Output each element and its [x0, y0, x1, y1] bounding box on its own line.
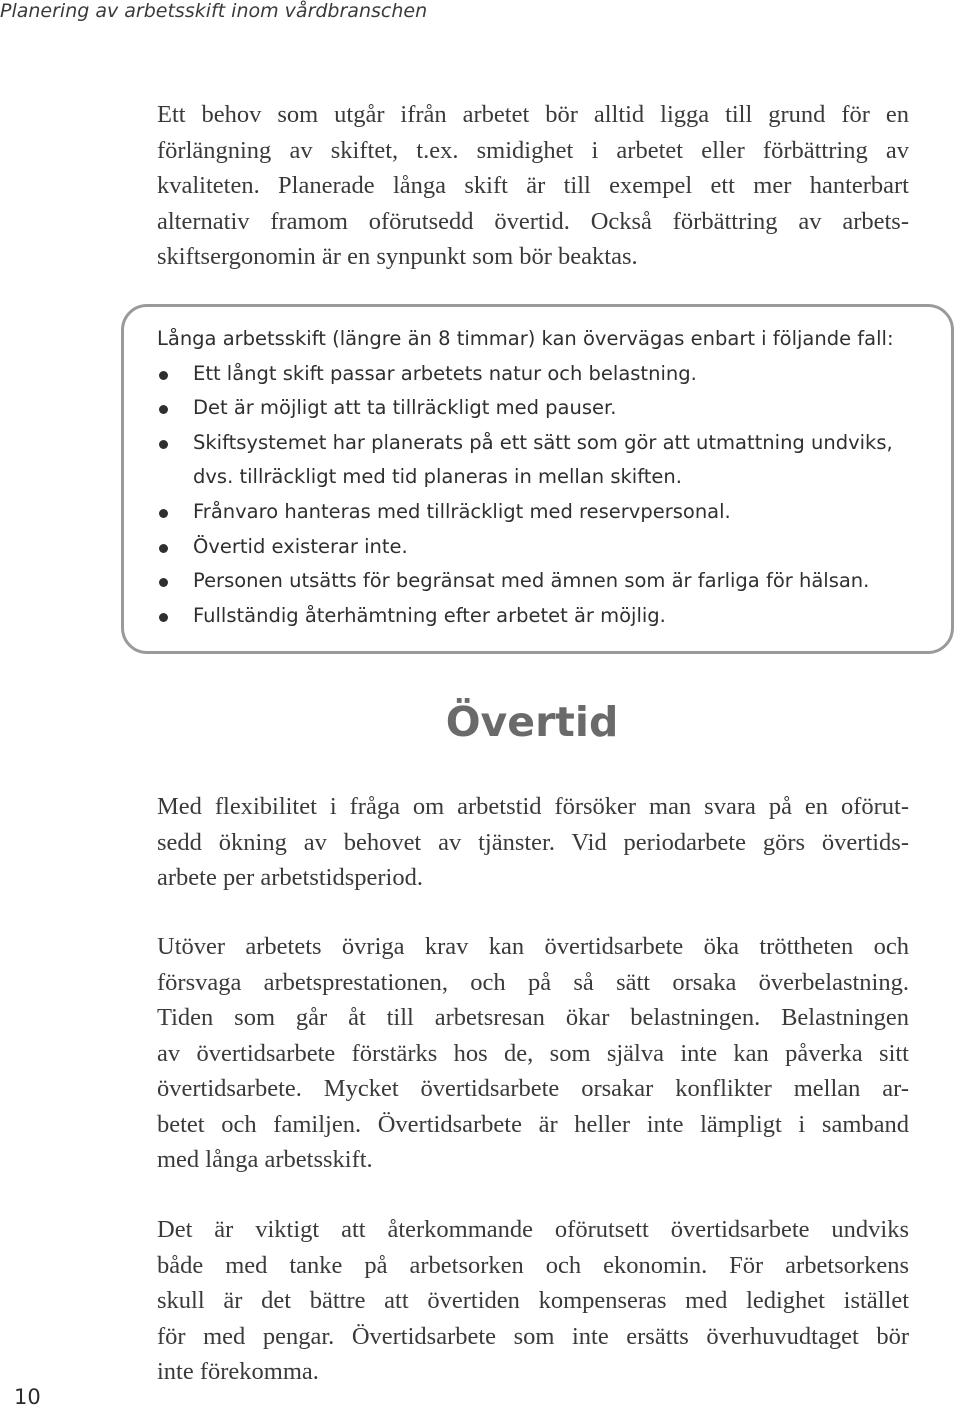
paragraph-line: med långa arbetsskift. [157, 1146, 373, 1173]
section-paragraph-2 [157, 929, 909, 1178]
callout-list-item [157, 599, 894, 634]
paragraph-line: Tiden som går åt till arbetsresan ökar belastningen. Belastningen [157, 1004, 909, 1031]
callout-item-text: Ett långt skift passar arbetets natur och belastning. [193, 361, 697, 385]
callout-content [157, 322, 894, 633]
paragraph-line: skull är det bättre att övertiden kompenseras med ledighet istället [157, 1287, 909, 1314]
callout-item-text: Det är möjligt att ta tillräckligt med pauser. [193, 396, 617, 420]
callout-list-item [157, 495, 894, 530]
callout-list-item [157, 357, 894, 392]
paragraph-line: Det är viktigt att återkommande oförutsett övertidsarbete undviks [157, 1216, 909, 1243]
callout-item-text: Frånvaro hanteras med tillräckligt med reservpersonal. [193, 499, 731, 523]
callout-item-text: Övertid existerar inte. [193, 534, 408, 558]
callout-item-text: dvs. tillräckligt med tid planeras in mellan skiften. [193, 465, 682, 489]
paragraph-line: av övertidsarbete förstärks hos de, som själva inte kan påverka sitt [157, 1039, 909, 1067]
callout-item-text: Skiftsystemet har planerats på ett sätt som gör att utmattning undviks, [193, 430, 893, 454]
page-number: 10 [14, 1385, 41, 1409]
section-heading: Övertid [445, 698, 619, 746]
bullet-icon [159, 578, 168, 587]
paragraph-line: både med tanke på arbetsorken och ekonomin. För arbetsorkens [157, 1251, 909, 1279]
paragraph-line: Med flexibilitet i fråga om arbetstid försöker man svara på en oförut- [157, 793, 909, 820]
paragraph-line: inte förekomma. [157, 1358, 319, 1385]
callout-list-item [157, 391, 894, 426]
intro-line: förlängning av skiftet, t.ex. smidighet i arbetet eller förbättring av [157, 136, 909, 164]
callout-list-item [157, 530, 894, 565]
paragraph-line: sedd ökning av behovet av tjänster. Vid periodarbete görs övertids- [157, 828, 909, 856]
bullet-icon [159, 440, 168, 449]
callout-list-item [157, 564, 894, 599]
intro-line: Ett behov som utgår ifrån arbetet bör alltid ligga till grund för en [157, 101, 909, 128]
callout-item-text: Fullständig återhämtning efter arbetet är möjlig. [193, 603, 666, 627]
callout-list-item-continuation [157, 460, 894, 495]
paragraph-line: betet och familjen. Övertidsarbete är heller inte lämpligt i samband [157, 1110, 909, 1138]
paragraph-line: övertidsarbete. Mycket övertidsarbete orsakar konflikter mellan ar- [157, 1075, 909, 1102]
intro-line: kvaliteten. Planerade långa skift är till exempel ett mer hanterbart [157, 172, 909, 199]
running-header: Planering av arbetsskift inom vårdbranschen [0, 0, 428, 22]
bullet-icon [159, 613, 168, 622]
callout-heading: Långa arbetsskift (längre än 8 timmar) kan övervägas enbart i följande fall: [157, 327, 894, 350]
paragraph-line: arbete per arbetstidsperiod. [157, 864, 423, 891]
bullet-icon [159, 405, 168, 414]
paragraph-line: för med pengar. Övertidsarbete som inte ersätts överhuvudtaget bör [157, 1322, 909, 1350]
bullet-icon [159, 371, 168, 380]
intro-line: skiftsergonomin är en synpunkt som bör beaktas. [157, 243, 638, 270]
bullet-icon [159, 509, 168, 518]
section-paragraph-3 [157, 1212, 909, 1390]
paragraph-line: Utöver arbetets övriga krav kan övertidsarbete öka tröttheten och [157, 933, 909, 960]
callout-item-text: Personen utsätts för begränsat med ämnen som är farliga för hälsan. [193, 569, 870, 593]
section-paragraph-1 [157, 789, 909, 896]
intro-line: alternativ framom oförutsedd övertid. Också förbättring av arbets- [157, 207, 909, 235]
intro-paragraph [157, 97, 909, 275]
bullet-icon [159, 544, 168, 553]
callout-list-item [157, 426, 894, 461]
paragraph-line: försvaga arbetsprestationen, och på så sätt orsaka överbelastning. [157, 968, 909, 996]
